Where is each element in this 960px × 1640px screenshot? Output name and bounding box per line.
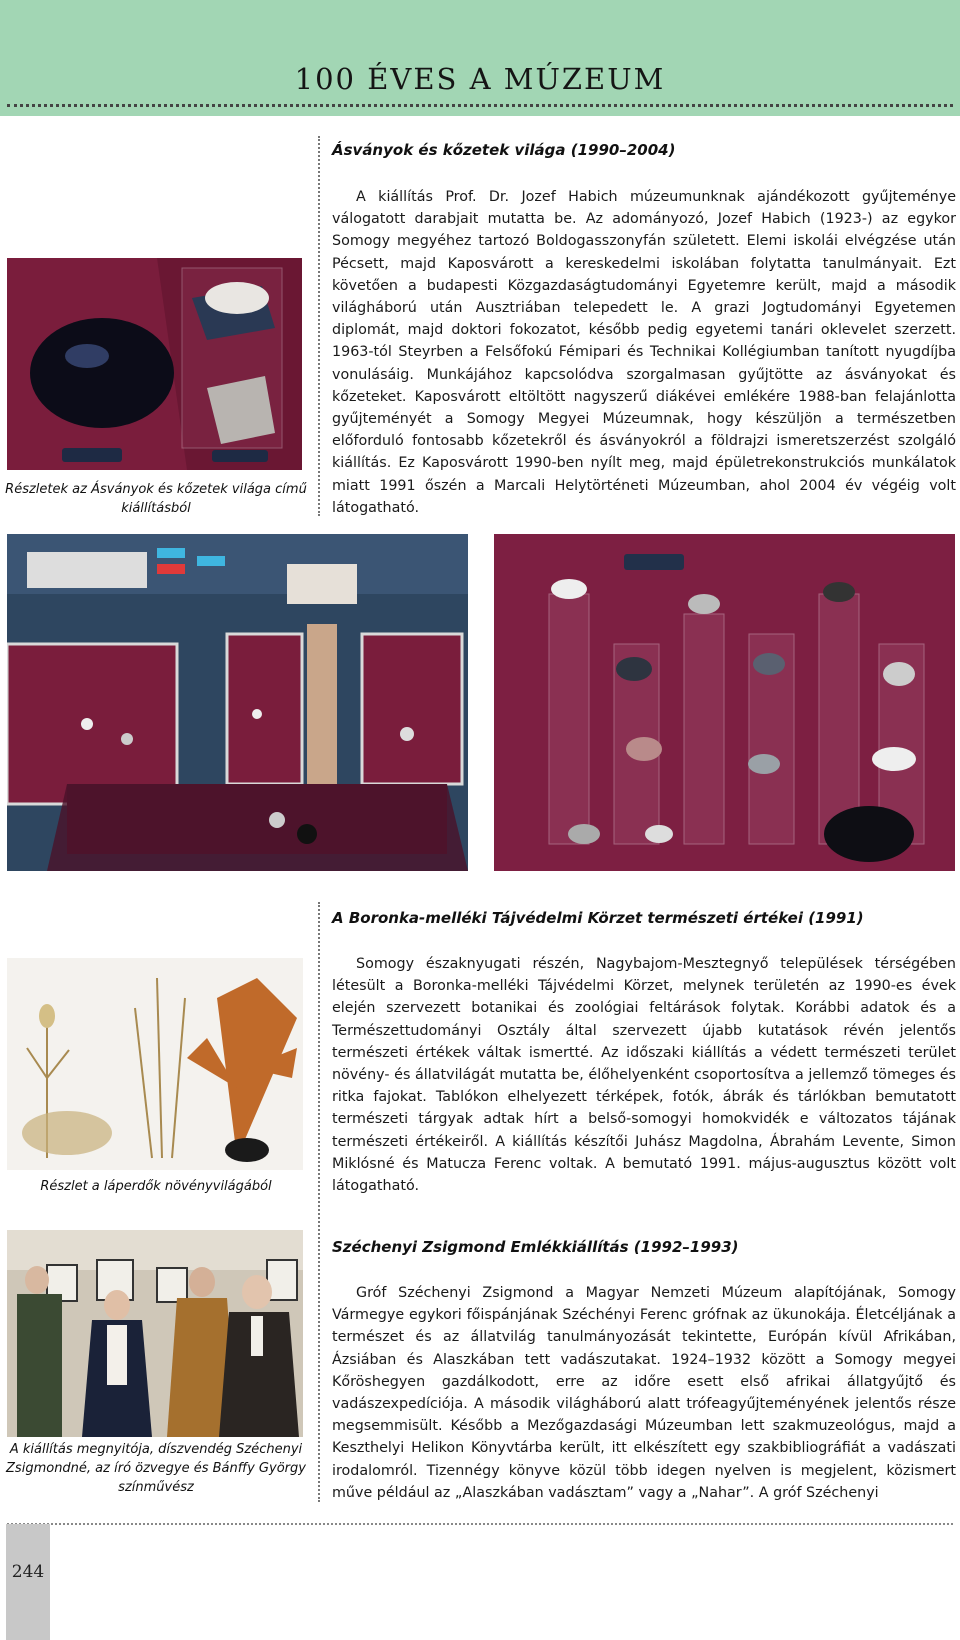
photo-exhibition-opening bbox=[7, 1230, 303, 1437]
page-number: 244 bbox=[11, 1562, 45, 1582]
column-divider bbox=[318, 136, 320, 516]
column-divider bbox=[318, 902, 320, 1502]
page-header bbox=[0, 0, 960, 116]
photo-mineral-showcase bbox=[7, 258, 302, 470]
caption-opening: A kiállítás megnyitója, díszvendég Széchenyi Zsigmondné, az író özvegye és Bánffy György színművész bbox=[6, 1442, 306, 1495]
header-divider bbox=[7, 104, 953, 107]
section-title-szechenyi: Széchenyi Zsigmond Emlékkiállítás (1992–1993) bbox=[332, 1238, 739, 1256]
section-text-minerals: A kiállítás Prof. Dr. Jozef Habich múzeumunknak ajándékozott gyűjteménye válogatott darabjait mutatta be. Az adományozó, Jozef Habich (1923-) az egykor Somogy megyéhez tartozó Boldogasszonyfán született. Elemi iskolái elvégzése után Pécsett, majd Kaposvárott a kereskedelmi iskolában folytatta tanulmányait. Ezt követően a budapesti Közgazdaságtudományi Egyetemre került, majd a második világháború után Ausztriában telepedett le. A grazi Jogtudományi Egyetemen diplomát, majd doktori fokozatot, később pedig egyetemi tanári oklevelet szerzett. 1963-tól Steyrben a Felsőfokú Fémipari és Technikai Kollégiumban tanított nyugdíjba vonulásáig. Munkájához kapcsolódva szorgalmasan gyűjtötte az ásványokat és kőzeteket. Kaposvárott eltöltött nagyszerű diákévei emlékére 1988-ban felajánlotta gyűjteményét a Somogy Megyei Múzeumnak, hogy készüljön a természetben előforduló fontosabb kőzetekről és ásványokról a földrajzi ismeretszerzést szolgáló kiállítás. Ez Kaposvárott 1990-ben nyílt meg, majd épületrekonstrukciós munkálatok miatt 1991 őszén a Marcali Helytörténeti Múzeumban, ahol 2004 év végéig volt látogatható. bbox=[332, 189, 956, 516]
caption-minerals: Részletek az Ásványok és kőzetek világa című kiállításból bbox=[5, 482, 307, 516]
section-title-minerals: Ásványok és kőzetek világa (1990–2004) bbox=[332, 141, 676, 159]
section-text-boronka: Somogy északnyugati részén, Nagybajom-Mesztegnyő települések térségében létesült a Boronka-melléki Tájvédelmi Körzet, melynek területén az 1990-es évek elején szervezett botanikai és zoológiai feltárások folytak. Korábbi adatok és a Természettudományi Osztály által szervezett újabb kutatások révén jelentős természeti értékek váltak ismertté. Az időszaki kiállítás a védett természeti terület növény- és állatvilágát mutatta be, élőhelyenként csoportosítva a jellemző tömeges és ritka fajokat. Tablókon elhelyezett térképek, fotók, ábrák és tárlókban bemutatott természeti tárgyak adtak hírt a belső-somogyi homokvidék e változatos tájának természeti értékeiről. A kiállítás készítői Juhász Magdolna, Ábrahám Levente, Simon Miklósné és Matucza Ferenc voltak. A bemutató 1991. május-augusztus között volt látogatható. bbox=[332, 956, 956, 1195]
footer-divider bbox=[7, 1523, 953, 1525]
caption-plants: Részlet a láperdők növényvilágából bbox=[40, 1179, 272, 1194]
photo-mineral-pedestals bbox=[494, 534, 955, 871]
photo-plants bbox=[7, 958, 303, 1170]
running-title: 100 ÉVES A MÚZEUM bbox=[294, 62, 666, 96]
section-text-szechenyi: Gróf Széchenyi Zsigmond a Magyar Nemzeti Múzeum alapítójának, Somogy Vármegye egykori főispánjának Széchényi Ferenc grófnak az ükunokája. Életcéljának a természet és az állatvilág tanulmányozását tekintette, Európán kívül Afrikában, Ázsiában és Alaszkában tett vadászutakat. 1924–1932 között a Somogy megyei Kőröshegyen gazdálkodott, erre az időre esett első afrikai állatgyűjtő és vadászexpedíciója. A második világháború alatt trófeagyűjteményének jelentős része megsemmisült. Később a Mezőgazdasági Múzeumban lett szakmuzeológus, majd a Keszthelyi Helikon Könyvtárba került, itt elkészített egy szakbibliográfiát a vadászati irodalomról. Tizennégy könyve közül több idegen nyelven is megjelent, közismert műve például az „Alaszkában vadásztam” vagy a „Nahar”. A gróf Széchenyi bbox=[332, 1285, 956, 1501]
page-number-tab bbox=[6, 1524, 50, 1640]
photo-exhibition-hall bbox=[7, 534, 468, 871]
section-title-boronka: A Boronka-melléki Tájvédelmi Körzet természeti értékei (1991) bbox=[332, 909, 864, 927]
